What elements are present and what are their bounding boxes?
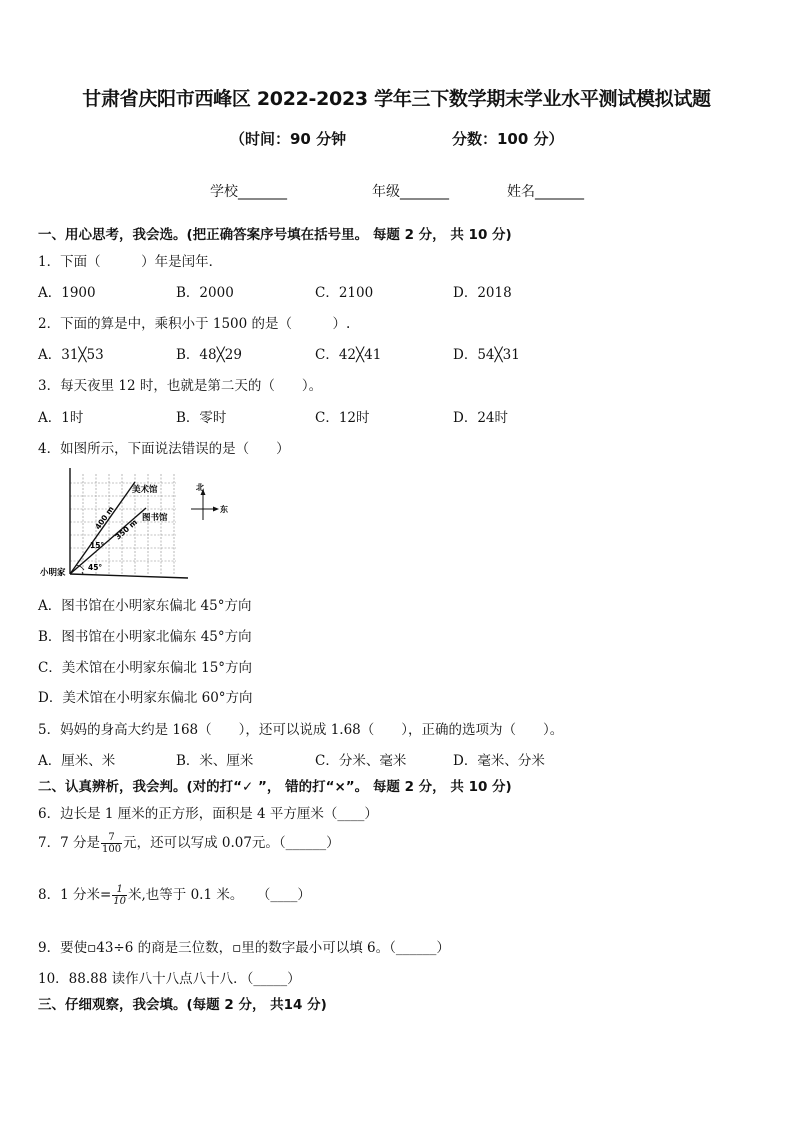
school-field: 学校_______ bbox=[210, 184, 287, 200]
fraction bbox=[112, 884, 127, 907]
section-heading: 一、用心思考，我会选。(把正确答案序号填在括号里。 每题 2 分， 共 10 分) bbox=[38, 227, 512, 243]
distance-350-label: 350 m bbox=[113, 517, 140, 542]
question-5: 5．妈妈的身高大约是 168（ ），还可以说成 1.68（ ），正确的选项为（ ）。 bbox=[38, 722, 564, 738]
option-d: D．24时 bbox=[453, 410, 509, 426]
compass-icon bbox=[191, 489, 219, 520]
question-3: 3．每天夜里 12 时，也就是第二天的（ ）。 bbox=[38, 378, 323, 394]
question-8 bbox=[38, 883, 311, 907]
direction-map-figure bbox=[38, 462, 260, 586]
fraction-denominator: 10 bbox=[113, 896, 127, 907]
page-title: 甘肃省庆阳市西峰区 2022-2023 学年三下数学期末学业水平测试模拟试题 bbox=[82, 88, 711, 110]
east-label: 东 bbox=[220, 505, 228, 514]
question-7-suffix: 元，还可以写成 0.07元。（______） bbox=[123, 835, 340, 851]
exam-score: 分数：100 分） bbox=[452, 130, 564, 148]
grade-field: 年级_______ bbox=[372, 184, 449, 200]
exam-time: （时间：90 分钟 bbox=[230, 130, 347, 148]
option-a: A．图书馆在小明家东偏北 45°方向 bbox=[38, 598, 252, 614]
question-4: 4．如图所示，下面说法错误的是（ ） bbox=[38, 441, 290, 457]
art-museum-label: 美术馆 bbox=[132, 485, 158, 495]
section-heading: 二、认真辨析，我会判。(对的打“✓ ”， 错的打“×”。 每题 2 分， 共 10 分) bbox=[38, 779, 512, 795]
name-field: 姓名_______ bbox=[507, 184, 584, 200]
question-7 bbox=[38, 831, 340, 855]
option-a: A．1900 bbox=[38, 285, 96, 301]
question-7-prefix: 7．7 分是 bbox=[38, 835, 100, 851]
fraction-numerator: 7 bbox=[101, 832, 122, 844]
home-label: 小明家 bbox=[40, 568, 66, 578]
question-8-suffix: 米,也等于 0.1 米。 （____） bbox=[128, 887, 311, 903]
angle-45-label: 45° bbox=[88, 563, 103, 572]
option-a: A．厘米、米 bbox=[38, 753, 116, 769]
question-9: 9．要使▫43÷6 的商是三位数，▫里的数字最小可以填 6。（______） bbox=[38, 940, 450, 956]
option-d: D．毫米、分米 bbox=[453, 753, 545, 769]
option-c: C．分米、毫米 bbox=[315, 753, 407, 769]
fraction-denominator: 100 bbox=[101, 844, 122, 855]
question-1: 1．下面（ ）年是闰年． bbox=[38, 254, 223, 270]
library-label: 图书馆 bbox=[142, 513, 168, 523]
option-a: A．1时 bbox=[38, 410, 84, 426]
option-d: D．美术馆在小明家东偏北 60°方向 bbox=[38, 690, 253, 706]
option-c: C．42╳41 bbox=[315, 347, 382, 363]
question-2: 2．下面的算是中，乘积小于 1500 的是（ ）. bbox=[38, 316, 351, 332]
fraction-numerator: 1 bbox=[112, 884, 127, 896]
fraction bbox=[101, 832, 122, 855]
option-b: B．零时 bbox=[176, 410, 227, 426]
option-a: A．31╳53 bbox=[38, 347, 104, 363]
option-c: C．2100 bbox=[315, 285, 374, 301]
option-d: D．54╳31 bbox=[453, 347, 520, 363]
option-b: B．48╳29 bbox=[176, 347, 242, 363]
distance-400-label: 400 m bbox=[93, 504, 116, 532]
option-b: B．米、厘米 bbox=[176, 753, 254, 769]
question-6: 6．边长是 1 厘米的正方形，面积是 4 平方厘米（____） bbox=[38, 806, 378, 822]
option-c: C．美术馆在小明家东偏北 15°方向 bbox=[38, 660, 253, 676]
question-10: 10．88.88 读作八十八点八十八．（_____） bbox=[38, 971, 301, 987]
section-heading: 三、仔细观察，我会填。(每题 2 分， 共14 分) bbox=[38, 997, 327, 1013]
option-d: D．2018 bbox=[453, 285, 512, 301]
angle-15-label: 15° bbox=[90, 541, 105, 550]
question-8-prefix: 8．1 分米= bbox=[38, 887, 112, 903]
option-b: B．图书馆在小明家北偏东 45°方向 bbox=[38, 629, 252, 645]
option-b: B．2000 bbox=[176, 285, 234, 301]
north-label: 北 bbox=[196, 483, 204, 492]
option-c: C．12时 bbox=[315, 410, 370, 426]
